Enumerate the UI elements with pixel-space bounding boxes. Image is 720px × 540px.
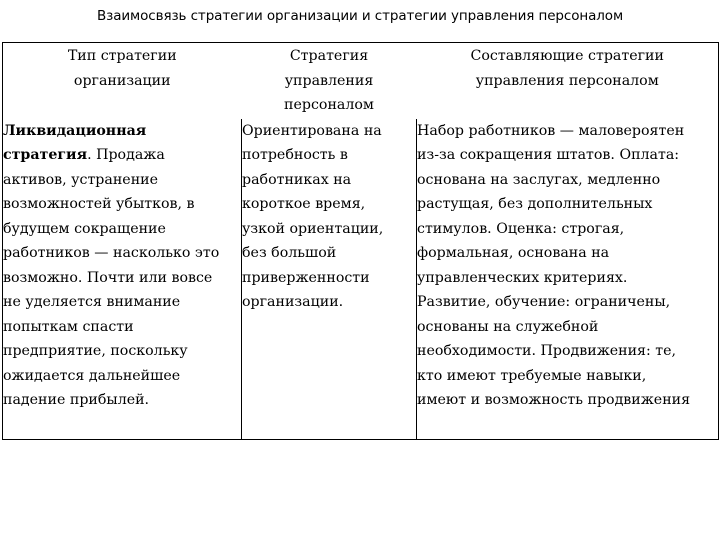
text-line: работниках на	[242, 171, 352, 188]
header-line: управления	[284, 72, 374, 89]
strategy-name-part1: Ликвидационная	[3, 122, 147, 139]
text-line: приверженности	[242, 269, 370, 286]
text-line: растущая, без дополнительных	[417, 196, 653, 212]
header-line: управления персоналом	[475, 72, 659, 89]
header-line: Составляющие стратегии	[470, 48, 664, 64]
text-line: основаны на служебной	[417, 318, 599, 335]
text-line: Развитие, обучение: ограничены,	[417, 294, 671, 310]
text-line: потребность в	[242, 147, 348, 163]
text-line: организации.	[242, 294, 344, 310]
table-header-row	[3, 43, 719, 119]
text-line: короткое время,	[242, 196, 366, 212]
cell-hr-strategy	[242, 119, 417, 440]
text-line: необходимости. Продвижения: те,	[417, 343, 677, 359]
text-line: предприятие, поскольку	[3, 343, 188, 359]
text-line: имеют и возможность продвижения	[417, 392, 691, 408]
text-line: формальная, основана на	[417, 245, 610, 261]
header-line: Стратегия	[289, 48, 369, 64]
page-title: Взаимосвязь стратегии организации и стратегии управления персоналом	[96, 8, 624, 24]
header-line: организации	[73, 72, 171, 89]
text-line: из-за сокращения штатов. Оплата:	[417, 147, 680, 163]
strategy-table	[2, 42, 719, 440]
table-row	[3, 119, 719, 440]
text-line: попыткам спасти	[3, 318, 134, 335]
text-line: ожидается дальнейшее	[3, 367, 181, 384]
text-line: Набор работников — маловероятен	[417, 122, 685, 139]
header-hr-strategy-components	[417, 43, 719, 119]
text-line: активов, устранение	[3, 171, 159, 188]
cell-org-strategy	[3, 119, 242, 440]
text-line	[3, 119, 241, 144]
text-line: управленческих критериях.	[417, 269, 628, 286]
text-line: возможно. Почти или вовсе	[3, 269, 213, 286]
header-org-strategy-type	[3, 43, 242, 119]
text-line: кто имеют требуемые навыки,	[417, 367, 647, 384]
text-line	[3, 143, 241, 168]
text-line: основана на заслугах, медленно	[417, 171, 661, 188]
header-line: персоналом	[284, 97, 374, 113]
cell-hr-strategy-components	[417, 119, 719, 440]
text-fragment: . Продажа	[87, 147, 165, 163]
header-hr-strategy	[242, 43, 417, 119]
text-line: стимулов. Оценка: строгая,	[417, 220, 625, 237]
text-line: без большой	[242, 245, 337, 261]
text-line: будущем сокращение	[3, 220, 166, 237]
text-line: не уделяется внимание	[3, 294, 181, 310]
text-line: Ориентирована на	[242, 122, 382, 139]
header-line: Тип стратегии	[67, 48, 177, 64]
text-line: возможностей убытков, в	[3, 196, 195, 212]
text-line: падение прибылей.	[3, 392, 150, 408]
text-line: работников — насколько это	[3, 245, 220, 261]
strategy-name-part2: стратегия	[3, 147, 88, 163]
text-line: узкой ориентации,	[242, 220, 384, 237]
